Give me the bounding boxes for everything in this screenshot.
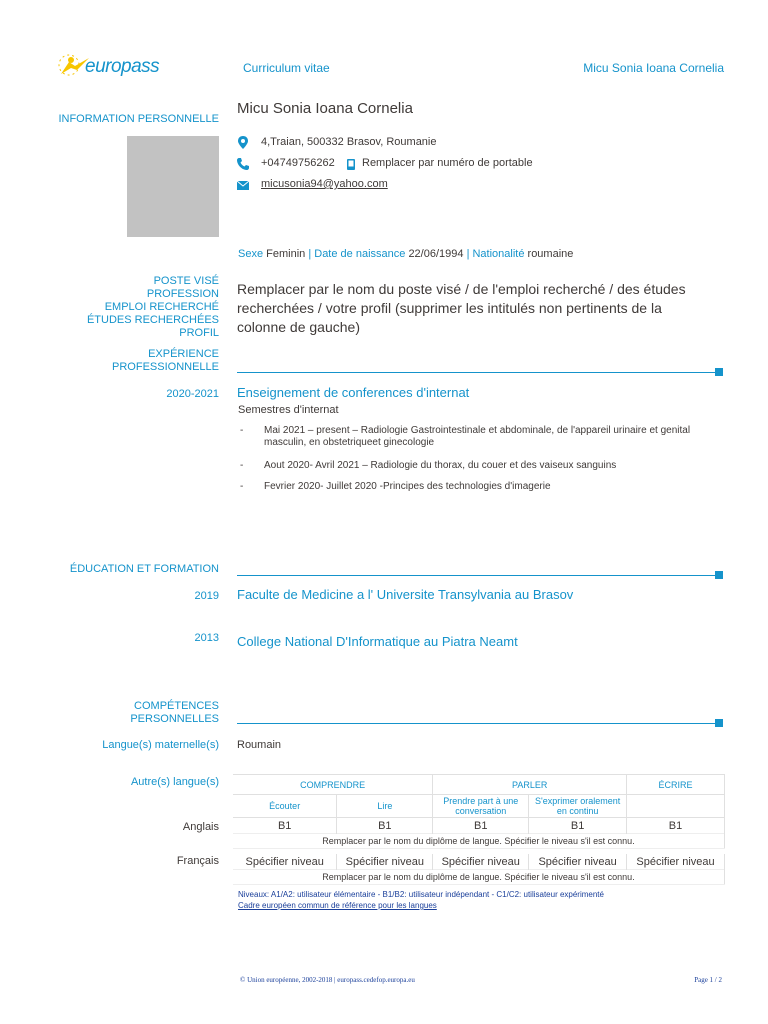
parler-header: PARLER bbox=[433, 775, 627, 795]
comprendre-header: COMPRENDRE bbox=[233, 775, 433, 795]
section-label-education: ÉDUCATION ET FORMATION bbox=[69, 563, 219, 575]
poste-label: POSTE VISÉ bbox=[153, 275, 219, 287]
level-cell: B1 bbox=[233, 818, 337, 834]
nationality-label: Nationalité bbox=[472, 248, 525, 260]
level-cell: B1 bbox=[627, 818, 725, 834]
table-subheader-row bbox=[233, 795, 725, 818]
mobile-icon bbox=[347, 159, 355, 170]
diploma-row bbox=[233, 870, 725, 885]
level-cell: B1 bbox=[433, 818, 529, 834]
section-label-experience bbox=[112, 348, 219, 374]
section-divider bbox=[237, 575, 717, 576]
experience-list bbox=[240, 425, 722, 493]
mobile-text: Remplacer par numéro de portable bbox=[362, 157, 533, 169]
europass-logo bbox=[55, 52, 165, 82]
etudes-label: ÉTUDES RECHERCHÉES bbox=[86, 314, 219, 326]
list-item-text: Mai 2021 – present – Radiologie Gastrointestinale et abdominale, de l'appareil urinaire et genital masculin, en obstetriqueet ginecologie bbox=[264, 425, 691, 448]
header-name: Micu Sonia Ioana Cornelia bbox=[583, 61, 724, 75]
page-number: Page 1 / 2 bbox=[694, 976, 722, 984]
location-pin-icon bbox=[238, 136, 248, 149]
experience-label-line1: EXPÉRIENCE bbox=[148, 348, 219, 360]
section-divider bbox=[237, 723, 717, 724]
cv-name: Micu Sonia Ioana Cornelia bbox=[237, 100, 413, 117]
footer-copyright: © Union européenne, 2002-2018 | europass.cedefop.europa.eu bbox=[240, 976, 415, 984]
level-cell: Spécifier niveau bbox=[529, 854, 627, 870]
personal-details-row bbox=[238, 248, 573, 260]
ecrire-header: ÉCRIRE bbox=[627, 775, 725, 795]
diploma-cell: Remplacer par le nom du diplôme de langue. Spécifier le niveau s'il est connu. bbox=[233, 834, 725, 849]
section-label-personal: INFORMATION PERSONNELLE bbox=[58, 113, 219, 125]
continu-header: S'exprimer oralement en continu bbox=[529, 795, 627, 818]
photo-placeholder bbox=[127, 136, 219, 237]
table-row bbox=[233, 818, 725, 834]
level-cell: Spécifier niveau bbox=[233, 854, 337, 870]
levels-note: Niveaux: A1/A2: utilisateur élémentaire - B1/B2: utilisateur indépendant - C1/C2: utilisateur expérimenté bbox=[238, 890, 604, 899]
list-item: - Mai 2021 – present – Radiologie Gastrointestinale et abdominale, de l'appareil urinaire et genital masculin, en obstetriqueet ginecologie bbox=[240, 425, 691, 448]
email-icon bbox=[237, 181, 249, 190]
table-row bbox=[233, 854, 725, 870]
poste-labels bbox=[87, 275, 219, 340]
level-cell: B1 bbox=[337, 818, 433, 834]
section-label-competences bbox=[130, 700, 219, 726]
profil-label: PROFIL bbox=[179, 327, 219, 339]
lire-header: Lire bbox=[337, 795, 433, 818]
level-cell: B1 bbox=[529, 818, 627, 834]
profession-label: PROFESSION bbox=[146, 288, 219, 300]
sexe-label: Sexe bbox=[238, 248, 264, 260]
address-text: 4,Traian, 500332 Brasov, Roumanie bbox=[261, 136, 437, 148]
diploma-row bbox=[233, 834, 725, 849]
logo-text: europass bbox=[85, 56, 160, 77]
emploi-label: EMPLOI RECHERCHÉ bbox=[104, 301, 219, 313]
education-year: 2019 bbox=[194, 590, 219, 602]
level-cell: Spécifier niveau bbox=[337, 854, 433, 870]
mother-tongue-value: Roumain bbox=[237, 739, 282, 751]
framework-link[interactable]: Cadre européen commun de référence pour les langues bbox=[238, 901, 437, 910]
other-languages-label: Autre(s) langue(s) bbox=[130, 776, 219, 788]
competences-label-line2: PERSONNELLES bbox=[130, 713, 219, 725]
dob-label: Date de naissance bbox=[314, 248, 406, 260]
list-item-text: Aout 2020- Avril 2021 – Radiologie du thorax, du couer et des vaiseux sanguins bbox=[264, 460, 617, 471]
ecouter-header: Écouter bbox=[233, 795, 337, 818]
sexe-value: Feminin bbox=[266, 248, 306, 260]
language-name: Anglais bbox=[182, 821, 219, 833]
divider-marker bbox=[715, 368, 723, 376]
education-year: 2013 bbox=[194, 632, 219, 644]
list-item-text: Fevrier 2020- Juillet 2020 -Principes des technologies d'imagerie bbox=[264, 481, 551, 492]
table-header-row bbox=[233, 775, 725, 795]
competences-label-line1: COMPÉTENCES bbox=[134, 700, 219, 712]
education-title: Faculte de Medicine a l' Universite Transylvania au Brasov bbox=[237, 587, 574, 602]
list-item: - Aout 2020- Avril 2021 – Radiologie du thorax, du couer et des vaiseux sanguins bbox=[240, 460, 617, 471]
dob-value: 22/06/1994 bbox=[408, 248, 464, 260]
phone-icon bbox=[237, 158, 249, 170]
conversation-header: Prendre part à une conversation bbox=[433, 795, 529, 818]
empty-cell bbox=[627, 795, 725, 818]
experience-label-line2: PROFESSIONNELLE bbox=[112, 361, 219, 373]
language-table bbox=[233, 774, 725, 885]
level-cell: Spécifier niveau bbox=[627, 854, 725, 870]
diploma-cell: Remplacer par le nom du diplôme de langue. Spécifier le niveau s'il est connu. bbox=[233, 870, 725, 885]
poste-text: Remplacer par le nom du poste visé / de l'emploi recherché / des études recherchées / votre profil (supprimer les intitulés non pertinents de la colonne de gauche) bbox=[237, 281, 686, 335]
separator: | bbox=[466, 248, 470, 260]
divider-marker bbox=[715, 571, 723, 579]
experience-date: 2020-2021 bbox=[166, 388, 219, 400]
level-cell: Spécifier niveau bbox=[433, 854, 529, 870]
mother-tongue-label: Langue(s) maternelle(s) bbox=[102, 739, 219, 751]
phone-text: +04749756262 bbox=[261, 157, 335, 169]
experience-title: Enseignement de conferences d'internat bbox=[237, 385, 470, 400]
list-item: - Fevrier 2020- Juillet 2020 -Principes des technologies d'imagerie bbox=[240, 481, 551, 492]
separator: | bbox=[308, 248, 312, 260]
nationality-value: roumaine bbox=[527, 248, 574, 260]
doc-title: Curriculum vitae bbox=[243, 61, 330, 75]
section-divider bbox=[237, 372, 717, 373]
experience-subtitle: Semestres d'internat bbox=[238, 404, 339, 416]
email-link[interactable]: micusonia94@yahoo.com bbox=[261, 178, 388, 190]
divider-marker bbox=[715, 719, 723, 727]
education-title: College National D'Informatique au Piatra Neamt bbox=[237, 634, 518, 649]
language-name: Français bbox=[176, 855, 219, 867]
